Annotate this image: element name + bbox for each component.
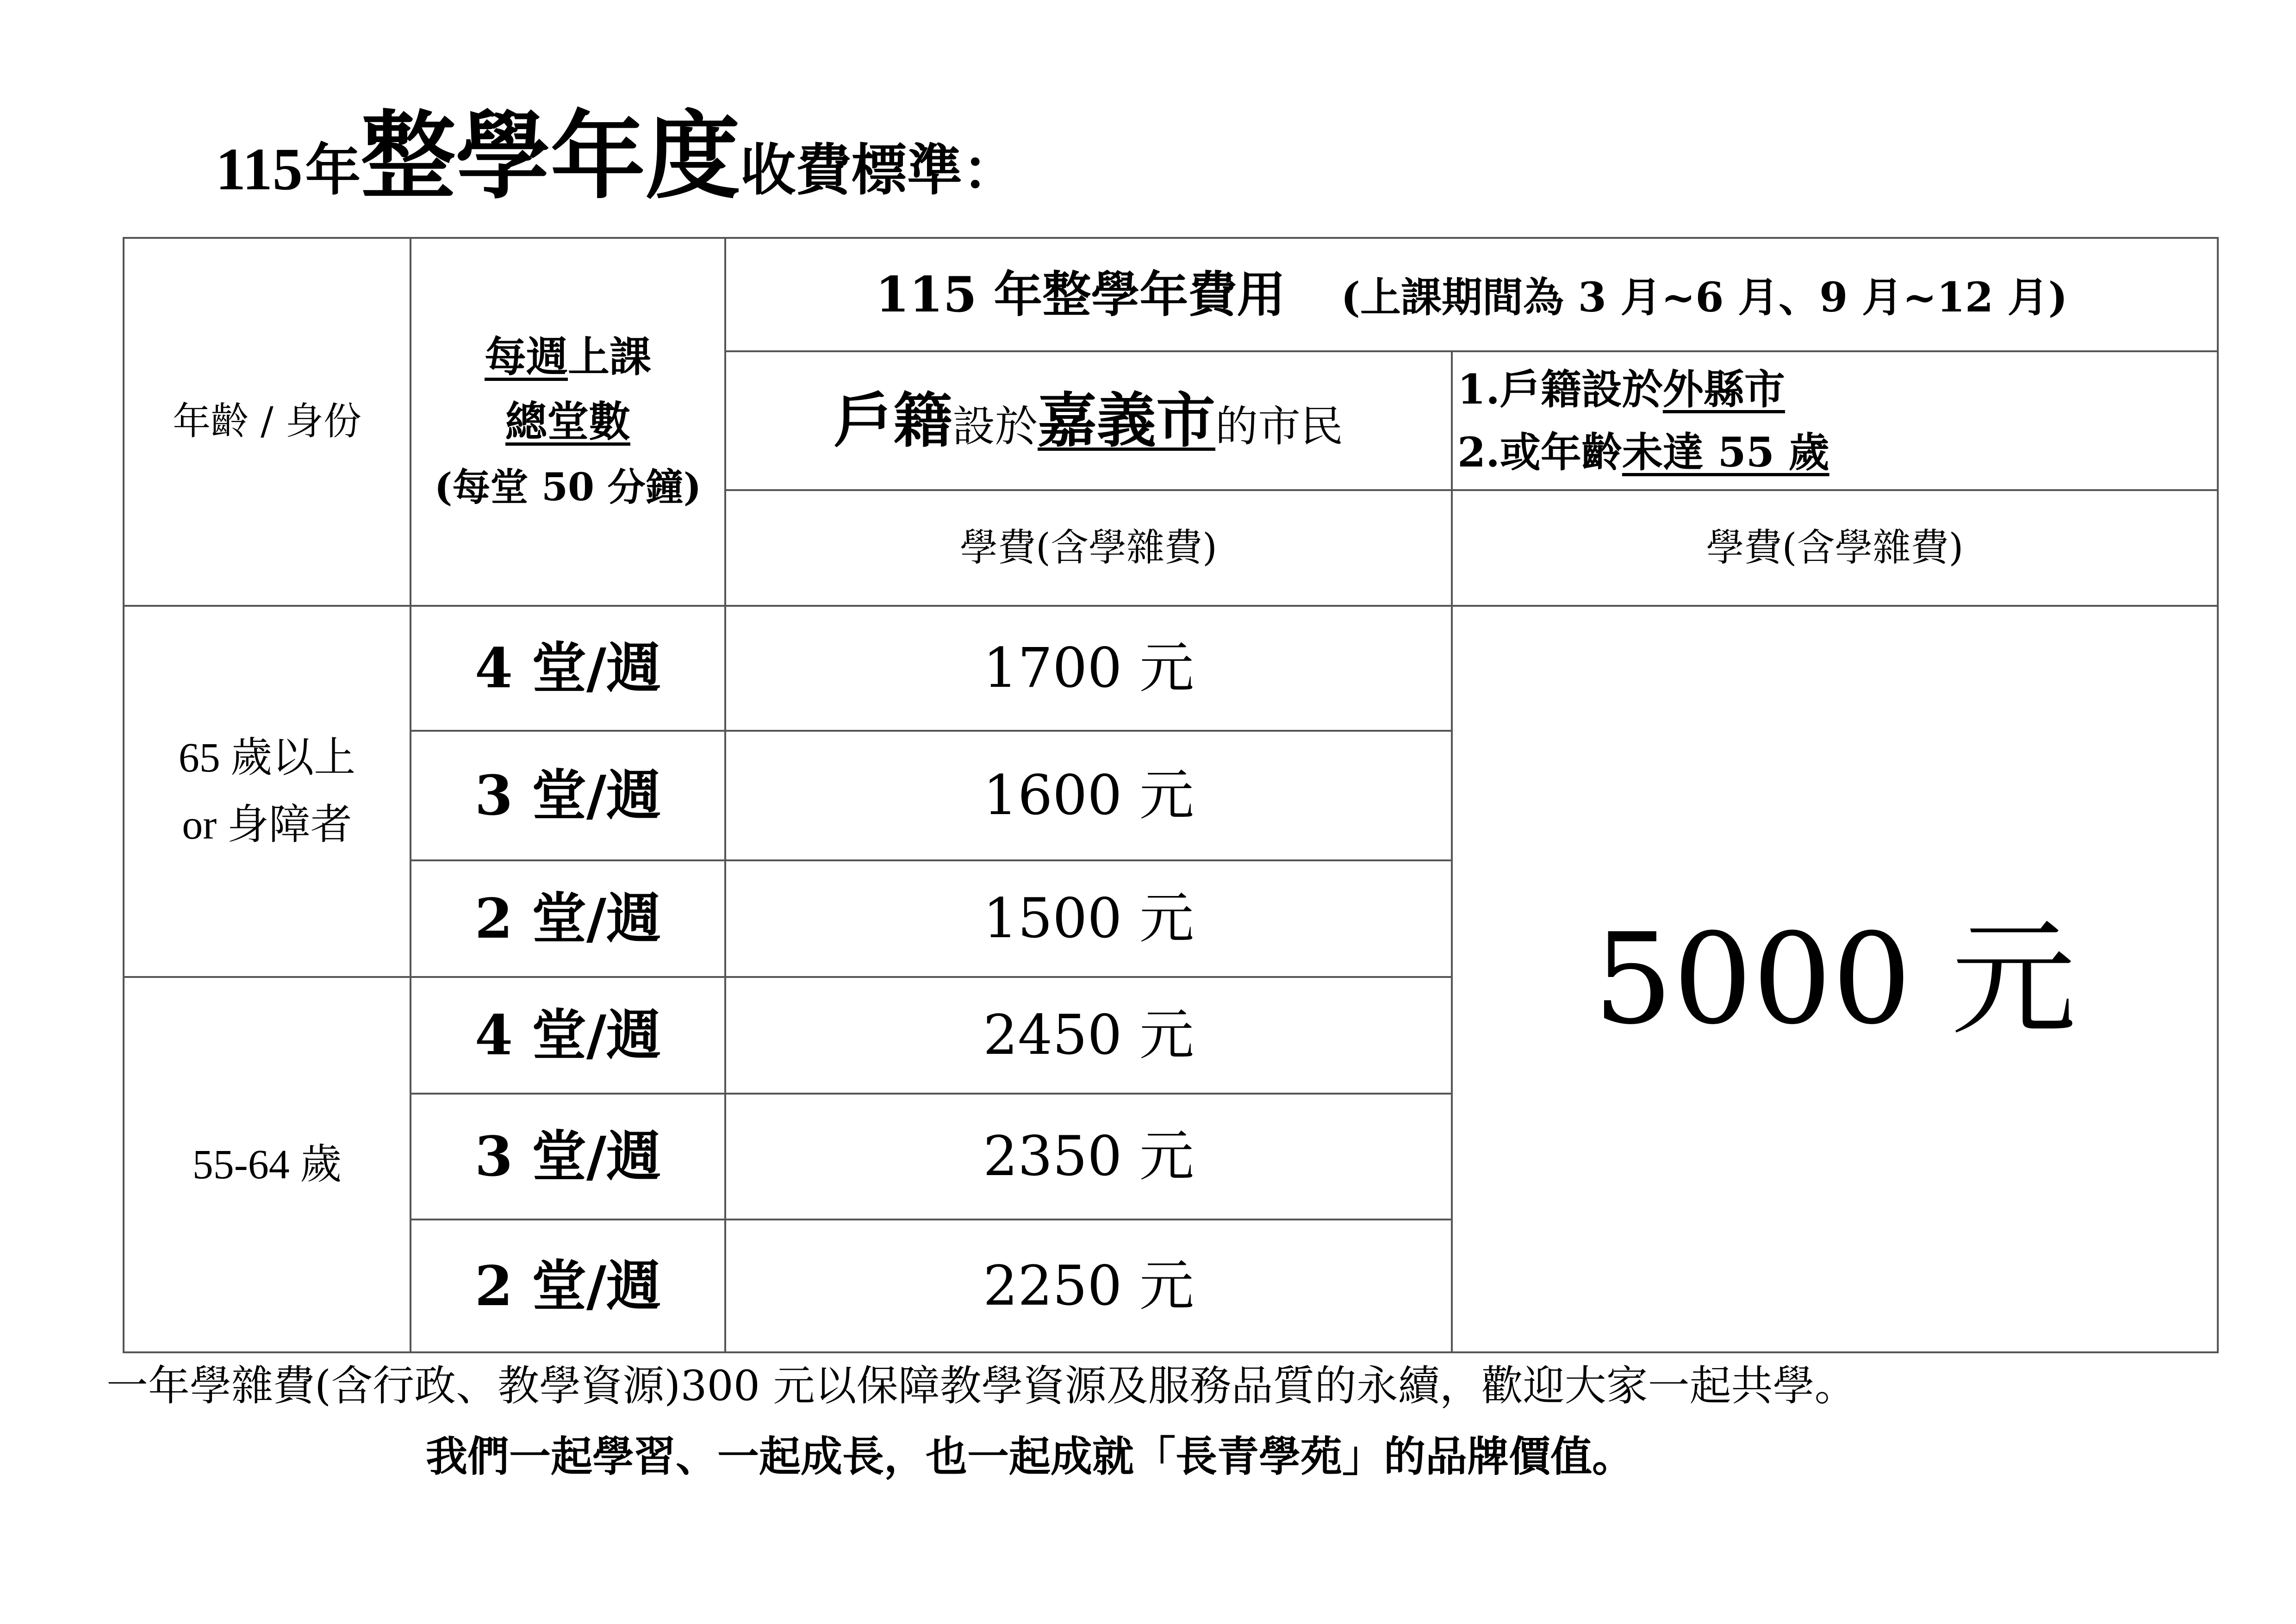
annual-fee-header bbox=[725, 238, 2218, 351]
page-title bbox=[216, 101, 1018, 212]
sessions-header-class: 上課 bbox=[568, 332, 651, 382]
title-main: 整學年度 bbox=[361, 101, 740, 212]
tuition-header-other: 學費(含學雜費) bbox=[1452, 490, 2218, 606]
other-price-cell: 5000 元 bbox=[1452, 606, 2218, 1352]
fee-table bbox=[123, 237, 2219, 1353]
sessions-cell: 4 堂/週 bbox=[411, 977, 725, 1094]
price-cell: 2450 元 bbox=[725, 977, 1452, 1094]
tuition-header-city: 學費(含學雜費) bbox=[725, 490, 1452, 606]
other-resident-header bbox=[1452, 351, 2218, 490]
footer-slogan: 我們一起學習、一起成長，也一起成就「長青學苑」的品牌價值。 bbox=[426, 1432, 1634, 1481]
price-cell: 1500 元 bbox=[725, 860, 1452, 977]
sessions-header-note: (每堂 50 分鐘) bbox=[434, 465, 702, 510]
header-row-1 bbox=[124, 238, 2218, 351]
sessions-header-total: 總堂數 bbox=[505, 397, 630, 446]
sessions-cell: 2 堂/週 bbox=[411, 1220, 725, 1352]
city-header-household: 戶籍 bbox=[834, 386, 952, 455]
age-identity-header: 年齡 / 身份 bbox=[124, 238, 411, 606]
age-group-label-2: or 身障者 bbox=[182, 802, 352, 848]
footer-note: 一年學雜費(含行政、教學資源)300 元以保障教學資源及服務品質的永續，歡迎大家一起共學。 bbox=[106, 1362, 1856, 1410]
age-group-label: 65 歲以上 bbox=[178, 735, 356, 781]
sessions-header bbox=[411, 238, 725, 606]
other-header-line2: 2.或年齡 bbox=[1457, 428, 1622, 476]
city-header-at: 設於 bbox=[952, 402, 1038, 451]
other-header-line1: 1.戶籍設於 bbox=[1457, 365, 1663, 413]
sessions-cell: 2 堂/週 bbox=[411, 860, 725, 977]
price-cell: 1700 元 bbox=[725, 606, 1452, 731]
course-period: (上課期間為 3 月~6 月、9 月~12 月) bbox=[1341, 273, 2068, 321]
annual-fee-title: 115 年整學年費用 bbox=[875, 265, 1286, 323]
price-cell: 2350 元 bbox=[725, 1094, 1452, 1220]
price-cell: 1600 元 bbox=[725, 731, 1452, 860]
sessions-cell: 3 堂/週 bbox=[411, 731, 725, 860]
city-resident-header bbox=[725, 351, 1452, 490]
sessions-header-weekly: 每週 bbox=[485, 332, 568, 382]
sessions-cell: 3 堂/週 bbox=[411, 1094, 725, 1220]
sessions-cell: 4 堂/週 bbox=[411, 606, 725, 731]
table-row bbox=[124, 606, 2218, 731]
price-cell: 2250 元 bbox=[725, 1220, 1452, 1352]
age-group-55-64 bbox=[124, 977, 411, 1352]
other-header-under55: 未達 55 歲 bbox=[1622, 428, 1829, 476]
age-group-label: 55-64 歲 bbox=[192, 1142, 342, 1188]
age-group-65-plus bbox=[124, 606, 411, 977]
city-header-citizens: 的市民 bbox=[1215, 402, 1344, 451]
title-suffix: 收費標準： bbox=[740, 137, 1018, 203]
other-header-outside: 外縣市 bbox=[1662, 365, 1785, 413]
title-year-unit: 年 bbox=[305, 137, 361, 203]
city-header-chiayi: 嘉義市 bbox=[1038, 386, 1216, 455]
title-year: 115 bbox=[216, 136, 303, 203]
